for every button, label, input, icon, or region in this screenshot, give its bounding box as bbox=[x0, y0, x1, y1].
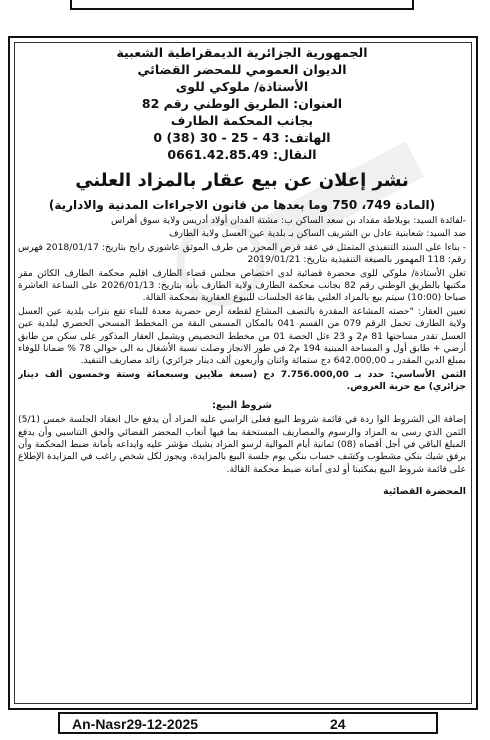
enforcement-paragraph: - بناءا على السند التنفيذي المتمثل في عقد قرض المحرر من طرف الموثق عاشوري رابح بتاريخ: 2018/01/17 فهرس رقم: 118 المهمور بالصيغة التنفيذية بتاريخ: 2019/01/21 bbox=[18, 241, 466, 266]
ad-content bbox=[18, 44, 466, 694]
base-price-paragraph: الثمن الأساسي: حدد بـ 7.756.000,00 دج (سبعة ملايين وسبعمائة وستة وخمسون ألف دينار جزائري) مع حرية العروض. bbox=[18, 368, 466, 393]
property-paragraph: تعيين العقار: "حصته المشاعة المقدرة بالنصف المشاع لقطعة أرض حضرية معدة للبناء تقع بتراب بلدية عين العسل ولاية الطارف تحمل الرقم 079 من القسم 041 بالمكان المسمى البقة من المخطط المسحي الحضري لبلدية عين العسل تقدر مساحتها 81 م2 و 23 ءثل الحصة 01 من مخطط التحصيص ويشمل العقار المذكور على سكن من طابق أرضي + طابق أول و المساحة المبنية 194 م2 في طور الانجاز وصلت نسبة الأشغال به الى حوالي 78 % ضمانا للوفاء بمبلغ الدين المقدر بـ 642.000,00 دج ستمائة واثنان وأربعون ألف دينار جزائري) زائد مصاريف التنفيذ. bbox=[18, 305, 466, 367]
ad-title: نشر إعلان عن بيع عقار بالمزاد العلني bbox=[75, 170, 409, 191]
ad-subtitle: (المادة 749، 750 وما بعدها من قانون الاجراءات المدنية والادارية) bbox=[48, 198, 436, 212]
address-line: العنوان: الطريق الوطني رقم 82 bbox=[141, 96, 343, 111]
office-name: الديوان العمومي للمحضر القضائي bbox=[137, 62, 347, 77]
bailiff-header bbox=[18, 44, 466, 163]
plaintiff-paragraph: -لفائدة السيد: بوبلاطة مقداد بن سعد الساكن ب: مشتة الفدان أولاد أدريس ولاية سوق أهراس bbox=[110, 215, 466, 226]
page-footer bbox=[58, 712, 438, 734]
publication-date: An-Nasr29-12-2025 bbox=[72, 716, 199, 732]
conditions-title: شروط البيع: bbox=[212, 399, 272, 411]
phone-line: الهاتف: 43 - 25 - 30 (38) 0 bbox=[153, 130, 331, 145]
conditions-paragraph: إضافة الى الشروط الوا ردة في قائمة شروط البيع فعلى الراسي عليه المزاد أن يدفع حال انعقاد الجلسة خمس (5/1) الثمن الذي رسى به المزاد والرسوم والمصاريف المستحقة بما فيها أتعاب المحضر القضائي والحق التناسبي وأن يدفع المبلغ الباقي في أجل أقصاه (08) ثمانية أيام الموالية لرسو المزاد بشيك مؤشر عليه وايداعه بأمانة ضبط المحكمة وأن يرفق شيك بنكي مشطوب وكشف حساب بنكي يوم جلسة البيع بالمزايدة، ويجوز لكل شخص راغب في المزايدة الإطلاع على قائمة شروط البيع بمكتبنا أو لدى أمانة ضبط محكمة القالة. bbox=[18, 414, 466, 475]
previous-ad-border bbox=[70, 0, 414, 10]
page-number: 24 bbox=[330, 716, 346, 732]
mobile-line: النقال: 0661.42.85.49 bbox=[167, 147, 317, 162]
address-line-2: بجانب المحكمة الطارف bbox=[170, 113, 314, 128]
announcement-paragraph: تعلن الأستاذة/ ملوكي للوى محضرة قضائية لدى اختصاص مجلس قضاء الطارف اقليم محكمة الطارف الكائن مقر مكتبها بالطريق الوطني رقم 82 بجانب محكمة الطارف ولاية الطارف بأنه بتاريخ: 2026/01/13 على الساعة العاشرة صباحا (10:00) سيتم بيع بالمزاد العلني بقاعة الجلسات للبيوع العقارية بمحكمة القالة. bbox=[18, 267, 466, 304]
defendant-paragraph: ضد السيد: شعابنية عادل بن الشريف الساكن بـ بلدية عين العسل ولاية الطارف bbox=[168, 228, 466, 240]
signature: المحضرة القضائية bbox=[383, 486, 466, 498]
ad-body bbox=[18, 215, 466, 499]
bailiff-name: الأستاذة/ ملوكي للوى bbox=[175, 79, 309, 94]
republic-name: الجمهورية الجزائرية الديمقراطية الشعبية bbox=[116, 45, 368, 60]
